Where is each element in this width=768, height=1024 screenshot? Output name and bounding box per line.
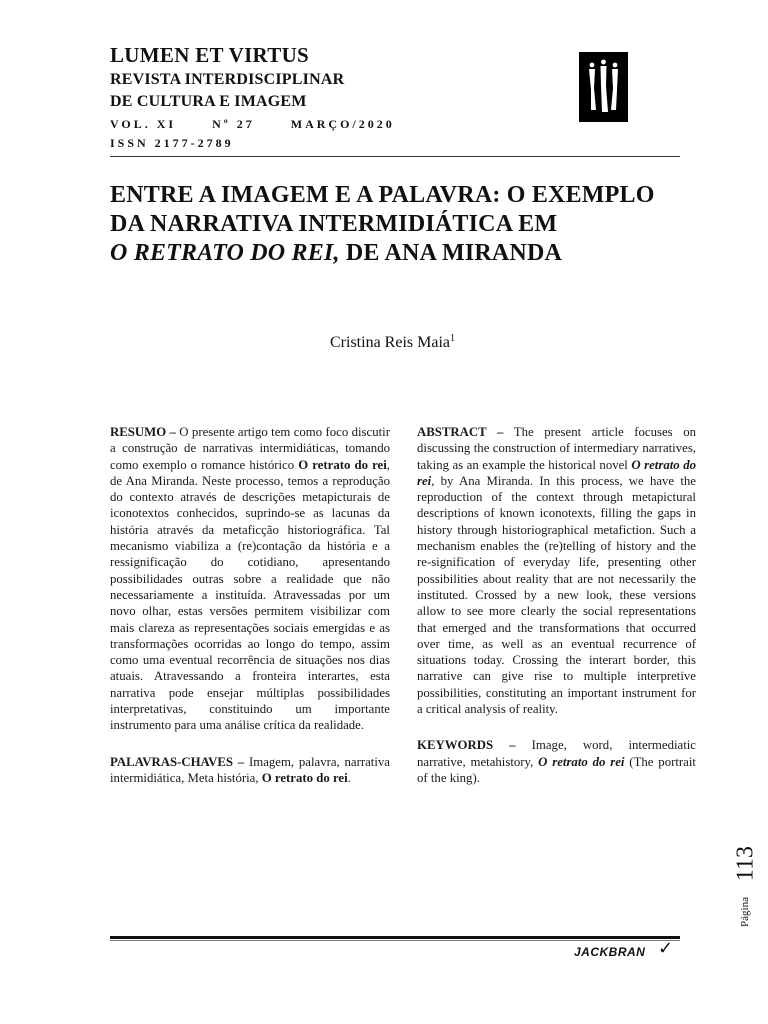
keywords-text-2: (The portrait of the king).	[417, 754, 696, 785]
abstract-heading: ABSTRACT –	[417, 425, 504, 439]
abstract-text-1: The present article focuses on discussing the construction of intermediary narratives, taking as an example the historical novel	[417, 425, 696, 472]
article-title-book: O RETRATO DO REI,	[110, 240, 340, 266]
article-title	[110, 181, 710, 268]
journal-issue-info	[110, 117, 395, 132]
page-number-block	[730, 830, 760, 927]
abstract-book-title: O retrato do rei	[417, 457, 696, 488]
keywords-heading: KEYWORDS –	[417, 738, 516, 753]
journal-volume: VOL. XI	[110, 117, 177, 131]
resumo-book-title: O retrato do rei	[298, 457, 387, 472]
abstract-paragraph	[417, 424, 696, 717]
footer-rule-thin	[110, 940, 680, 941]
article-title-line-2: DA NARRATIVA INTERMIDIÁTICA EM	[110, 211, 558, 237]
article-title-line-3-rest: DE ANA MIRANDA	[339, 240, 563, 266]
article-author	[330, 333, 455, 352]
header-rule	[110, 156, 680, 157]
keywords-text-1: Image, word, intermediatic narrative, metahistory,	[417, 738, 696, 769]
resumo-column	[110, 424, 390, 786]
page-number: 113	[732, 845, 759, 882]
palavras-chaves-text-2: .	[347, 770, 351, 785]
abstract-column	[417, 424, 696, 786]
palavras-chaves-text-1: Imagem, palavra, narrativa intermidiática, Meta história,	[110, 754, 390, 785]
journal-number: Nº 27	[212, 117, 255, 131]
journal-subtitle-line-2: DE CULTURA E IMAGEM	[110, 93, 307, 110]
palavras-chaves-paragraph	[110, 754, 390, 787]
palavras-chaves-heading: PALAVRAS-CHAVES –	[110, 754, 245, 769]
resumo-heading: RESUMO –	[110, 425, 176, 439]
journal-subtitle-line-1: REVISTA INTERDISCIPLINAR	[110, 71, 345, 88]
article-title-line-1: ENTRE A IMAGEM E A PALAVRA: O EXEMPLO	[110, 182, 655, 208]
journal-logo-figures-icon	[579, 52, 628, 122]
resumo-paragraph	[110, 424, 390, 734]
author-name: Cristina Reis Maia	[330, 334, 450, 351]
abstract-text-2: , by Ana Miranda. In this process, we have the reproduction of the context through metapictural descriptions of known iconotexts, filling the gaps in history through historiographical metafiction. Such a mechanism enables the (re)telling of history and the re-signification of everyday life, presenting other possibilities about reality that are not necessarily the instituted. Crossed by a new look, these versions allow to see more clearly the social representations that emerged and the transformations that occurred over time, as well as an eventual recurrence of situations today. Crossing the interart border, this narrative can give rise to multiple interpretive possibilities, constituting an important instrument for a critical analysis of reality.	[417, 473, 696, 717]
article-title-line-3	[110, 239, 710, 268]
resumo-text-1: O presente artigo tem como foco discutir a construção de narrativas intermidiáticas, tomando como exemplo o romance histórico	[110, 425, 390, 472]
author-footnote-link[interactable]: 1	[449, 333, 455, 344]
page-label: Página	[739, 897, 751, 927]
footer-signature: JACKBRAN	[574, 945, 646, 959]
journal-title: LUMEN ET VIRTUS	[110, 43, 310, 67]
journal-issn: ISSN 2177-2789	[110, 136, 234, 150]
keywords-paragraph	[417, 737, 696, 786]
keywords-book-title: O retrato do rei	[538, 754, 625, 769]
journal-date: MARÇO/2020	[290, 117, 395, 131]
footer-rule	[110, 936, 680, 939]
resumo-text-2: , de Ana Miranda. Neste processo, temos a reprodução do contexto através de descrições metapicturais de iconotextos conhecidos, suprindo-se as lacunas da história através da metaficção historiográfica. Tal mecanismo viabiliza a (re)contação da história e a ressignificação do cotidiano, apresentando possibilidades outras sobre a realidade que não necessariamente a instituída. Atravessadas por um novo olhar, estas versões permitem visibilizar com mais clareza as representações sociais emergidas e as transformações ocorridas ao longo do tempo, assim como uma eventual recorrência de situações nos dias atuais. Atravessando a fronteira interartes, esta narrativa pode ensejar múltiplas possibilidades interpretativas, constituindo um importante instrumento para uma análise crítica da realidade.	[110, 457, 390, 733]
palavras-chaves-book-title: O retrato do rei	[261, 770, 348, 785]
checkmark-icon: ✓	[658, 938, 674, 959]
